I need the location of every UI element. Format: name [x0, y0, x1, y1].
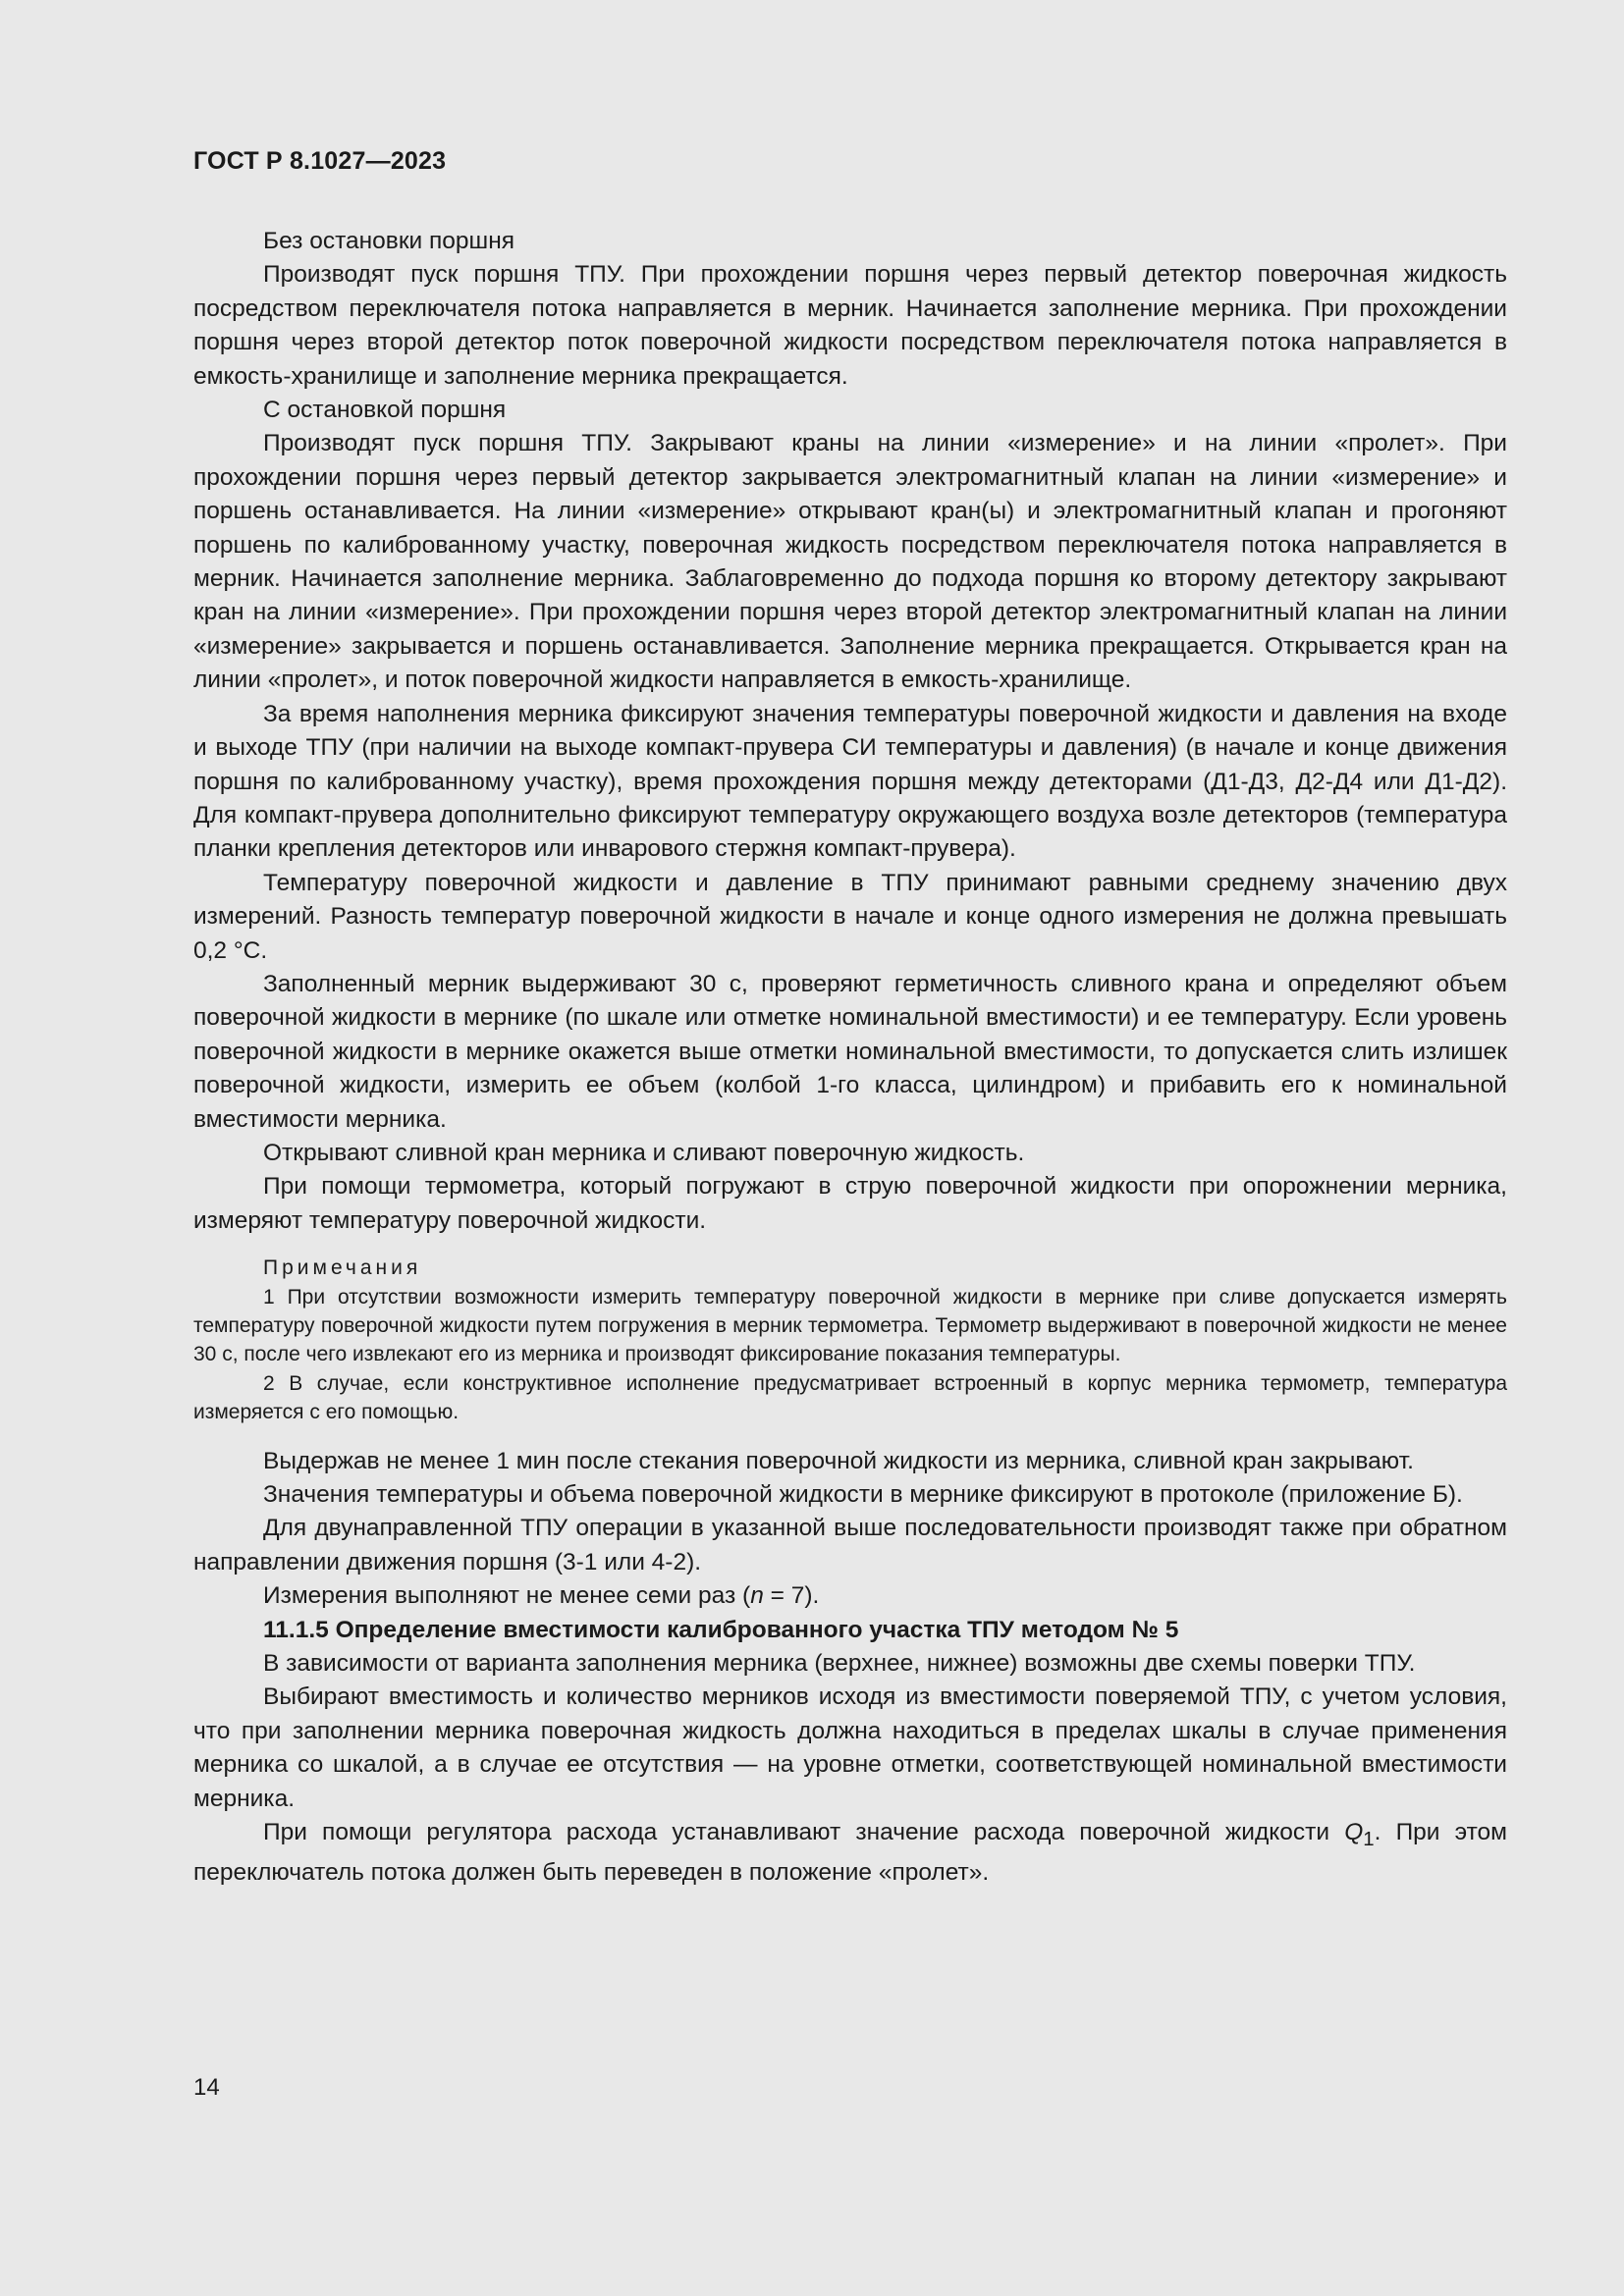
paragraph-subheading: С остановкой поршня: [263, 397, 507, 424]
text-run: = 7).: [763, 1582, 820, 1610]
section-title: 11.1.5 Определение вместимости калиброванного участка ТПУ методом № 5: [263, 1616, 1179, 1643]
subscript: 1: [1363, 1828, 1375, 1850]
text-run: При помощи регулятора расхода устанавливают значение расхода поверочной жидкости: [263, 1819, 1345, 1846]
paragraph: Производят пуск поршня ТПУ. Закрывают краны на линии «измерение» и на линии «пролет». При прохождении поршня через первый детектор закрывается электромагнитный клапан на линии «измерение» и поршень останавливается. На линии «измерение» открывают кран(ы) и электромагнитный клапан и прогоняют поршень по калиброванному участку, поверочная жидкость посредством переключателя потока направляется в мерник. Начинается заполнение мерника. Заблаговременно до подхода поршня ко второму детектору закрывают кран на линии «измерение». При прохождении поршня через второй детектор электромагнитный клапан на линии «измерение» закрывается и поршень останавливается. Заполнение мерника прекращается. Открывается кран на линии «пролет», и поток поверочной жидкости направляется в емкость-хранилище.: [193, 430, 1507, 694]
paragraph: В зависимости от варианта заполнения мерника (верхнее, нижнее) возможны две схемы поверки ТПУ.: [263, 1650, 1416, 1678]
paragraph: [193, 1579, 1507, 1613]
paragraph: Выбирают вместимость и количество мерников исходя из вместимости поверяемой ТПУ, с учетом условия, что при заполнении мерника поверочная жидкость должна находиться в пределах шкалы в случае применения мерника со шкалой, а в случае ее отсутствия — на уровне отметки, соответствующей номинальной вместимости мерника.: [193, 1683, 1507, 1812]
variable-q: Q: [1344, 1819, 1364, 1846]
paragraph: Температуру поверочной жидкости и давление в ТПУ принимают равными среднему значению двух измерений. Разность температур поверочной жидкости в начале и конце одного измерения не должна превышать 0,2 °С.: [193, 869, 1507, 964]
page-number: 14: [193, 2074, 220, 2101]
note-item: 1 При отсутствии возможности измерить температуру поверочной жидкости в мернике при сливе допускается измерять температуру поверочной жидкости путем погружения в мерник термометра. Термометр выдерживают в поверочной жидкости не менее 30 с, после чего извлекают его из мерника и производят фиксирование показания температуры.: [193, 1285, 1507, 1366]
paragraph: За время наполнения мерника фиксируют значения температуры поверочной жидкости и давления на входе и выходе ТПУ (при наличии на выходе компакт-прувера СИ температуры и давления) (в начале и конце движения поршня по калиброванному участку), время прохождения поршня между детекторами (Д1-Д3, Д2-Д4 или Д1-Д2). Для компакт-прувера дополнительно фиксируют температуру окружающего воздуха возле детекторов (температура планки крепления детекторов или инварового стержня компакт-прувера).: [193, 700, 1507, 863]
paragraph: [193, 1816, 1507, 1891]
document-body: [193, 225, 1507, 1891]
paragraph: Значения температуры и объема поверочной жидкости в мернике фиксируют в протоколе (приложение Б).: [263, 1481, 1463, 1509]
text-run: . При этом переключатель потока должен быть переведен в положение «пролет».: [193, 1819, 1507, 1887]
paragraph: Выдержав не менее 1 мин после стекания поверочной жидкости из мерника, сливной кран закрывают.: [263, 1447, 1414, 1474]
paragraph-subheading: Без остановки поршня: [263, 228, 515, 254]
paragraph: Открывают сливной кран мерника и сливают поверочную жидкость.: [263, 1139, 1025, 1166]
paragraph: Заполненный мерник выдерживают 30 с, проверяют герметичность сливного крана и определяют объем поверочной жидкости в мернике (по шкале или отметке номинальной вместимости) и ее температуру. Если уровень поверочной жидкости в мернике окажется выше отметки номинальной вместимости, то допускается слить излишек поверочной жидкости, измерить ее объем (колбой 1-го класса, цилиндром) и прибавить его к номинальной вместимости мерника.: [193, 970, 1507, 1133]
variable-n: n: [750, 1582, 764, 1610]
paragraph: Производят пуск поршня ТПУ. При прохождении поршня через первый детектор поверочная жидкость посредством переключателя потока направляется в мерник. Начинается заполнение мерника. При прохождении поршня через второй детектор поток поверочной жидкости посредством переключателя потока направляется в емкость-хранилище и заполнение мерника прекращается.: [193, 261, 1507, 390]
paragraph: При помощи термометра, который погружают в струю поверочной жидкости при опорожнении мерника, измеряют температуру поверочной жидкости.: [193, 1173, 1507, 1234]
text-run: Измерения выполняют не менее семи раз (: [263, 1582, 751, 1610]
note-item: 2 В случае, если конструктивное исполнение предусматривает встроенный в корпус мерника термометр, температура измеряется с его помощью.: [193, 1371, 1507, 1424]
notes-title: Примечания: [263, 1256, 422, 1280]
paragraph: Для двунаправленной ТПУ операции в указанной выше последовательности производят также при обратном направлении движения поршня (3-1 или 4-2).: [193, 1515, 1507, 1575]
standard-header: ГОСТ Р 8.1027—2023: [193, 147, 447, 175]
notes-block: [193, 1254, 1507, 1426]
